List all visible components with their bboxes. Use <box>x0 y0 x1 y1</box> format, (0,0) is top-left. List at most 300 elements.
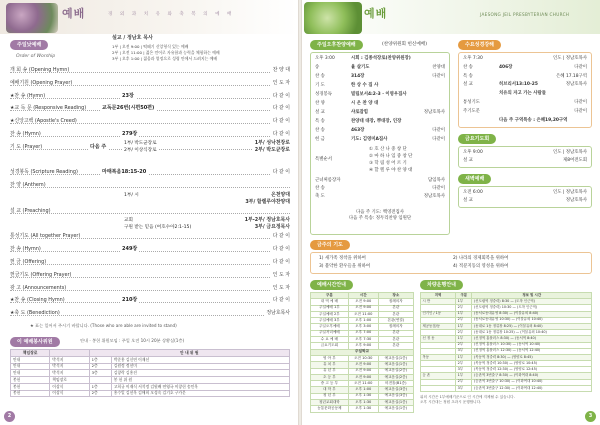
school-cell: 비전홀(B1층) <box>378 381 413 387</box>
duty-cell: 이상식 <box>50 383 89 390</box>
order-subrow <box>10 218 290 225</box>
order-label: 설 교 (Preaching) <box>10 207 51 214</box>
line-main: 시회 : 김종석장로(찬양위원장) <box>351 56 411 61</box>
order-row <box>10 309 290 322</box>
rules-cell: (목동역 정중력 8:30) — (영양로 8:45) <box>472 354 592 360</box>
line-label: 특 송 <box>315 119 325 124</box>
rules-cell: 2부 <box>456 361 472 367</box>
order-item: 마태복음18:15-20 <box>102 169 147 176</box>
prayer-4: 4) 적분지동의 영성을 위하여 <box>453 264 509 269</box>
school-cell: 청년교회대학 <box>311 400 349 406</box>
order-subrow <box>10 200 290 207</box>
school-cell: 중 고 등 부 <box>311 381 349 387</box>
duty-cell: 안내 <box>11 363 50 370</box>
special-item: ① 호 산 나 중 창 단 <box>369 147 407 152</box>
order-label: 개 회 송 (Opening Hymn) <box>10 67 70 73</box>
sched-cell: 금요기도회 <box>311 343 349 349</box>
line-main: 샤로잡힘 <box>351 110 368 115</box>
order-leader: 다 같 이 <box>272 169 290 176</box>
line-right: 정남호목사 <box>565 82 587 88</box>
line-main: 463장 <box>351 128 365 133</box>
sched-head: 시간 <box>348 293 378 299</box>
order-label: 찬 송 (Hymn) <box>10 246 41 253</box>
order-label: 광 고 (Announcements) <box>10 284 67 291</box>
right-page <box>302 0 600 425</box>
rules-cell: 신 정 동 <box>421 336 456 342</box>
line-label: 찬 송 <box>315 74 325 79</box>
rules-note-2: 오후 시간대는 정원 초과시 운행합니다. <box>420 400 482 404</box>
sched-cell: 집례의자 <box>378 299 413 305</box>
school-cell: 오전 11:00 <box>348 381 378 387</box>
rules-cell: 1부 <box>456 354 472 360</box>
duty-cell: 봉 헌 위 원 <box>111 377 289 384</box>
duty-note: 안내 · 봉헌 위원모임 : 주일 오전 10시 20분 상황실(1층) <box>80 338 185 343</box>
line-item <box>315 102 445 107</box>
rules-cell: (동서로동대유영 8:30) — (이블유외 8:40) <box>472 311 592 317</box>
school-row <box>311 406 414 412</box>
line-right: 담임목사 <box>428 178 445 183</box>
order-label: 찬 양 (Anthem) <box>10 182 46 189</box>
school-cell: 에교음실(1층) <box>378 400 413 406</box>
line-label: 축 도 <box>315 194 325 199</box>
line-right: 다같이 <box>574 108 587 114</box>
sched-head: 구분 <box>311 293 349 299</box>
order-leader: 다 같 이 <box>272 92 290 99</box>
rules-head: 지역 <box>421 293 456 299</box>
left-header <box>0 0 298 34</box>
rules-cell: 제공동점/동 <box>421 323 456 329</box>
line-item <box>315 195 445 200</box>
order-dots <box>10 264 290 265</box>
rules-cell: (동대로 1동 정류장 8:25) — (이블유외 8:40) <box>472 323 592 329</box>
sched-cell: 주일예배 2부 <box>311 311 349 317</box>
order-row <box>10 271 290 284</box>
prayer-1: 1) 새가족 정착을 위하여 <box>319 256 366 261</box>
line-item <box>315 179 445 184</box>
order-row <box>10 245 290 258</box>
order-row <box>10 66 290 79</box>
rules-cell: 2부 <box>456 342 472 348</box>
line-label: 설 교 <box>463 198 473 203</box>
rules-row <box>421 385 592 391</box>
school-cell: 영 아 부 <box>311 355 349 361</box>
order-label: 통성기도 (All together Prayer) <box>10 233 81 240</box>
duty-cell: 김창락 김홍진 <box>111 370 289 377</box>
order-item: 210장 <box>122 297 138 304</box>
school-cell: 농통문화공동체 <box>311 406 349 412</box>
rules-cell: 인기인 / 1동 <box>421 311 456 317</box>
school-cell: 오전 10:30 <box>348 355 378 361</box>
duty-cell: 2층 <box>89 390 111 397</box>
order-row <box>10 232 290 245</box>
rules-cell: 시 반 <box>421 299 456 305</box>
next-week-2: 다음 주 특송: 정두리찬양 임원단 <box>348 216 412 221</box>
order-subrow <box>10 148 290 155</box>
sched-cell: 집례의자 <box>378 324 413 330</box>
right-title: 예배 <box>364 7 388 20</box>
sunday-pm-box <box>310 52 450 235</box>
rules-cell: (신도림역 정중력) 8:30 — (도착 인근역) <box>472 299 592 305</box>
subrow-left: 교회 <box>124 218 133 223</box>
order-row <box>10 284 290 297</box>
order-row <box>10 79 290 92</box>
order-row <box>10 117 290 130</box>
duty-cell: 1층 <box>89 356 111 363</box>
rules-cell: (등촌역 3번출구 12:30) — (이화여대 12:40) <box>472 385 592 391</box>
rules-cell: (신정역 홈플러스 8:30) — (동서역 8:40) <box>472 336 592 342</box>
rules-cell: 3부 <box>456 348 472 354</box>
vehicle-table <box>420 292 592 392</box>
fri-label: 금요기도회 <box>458 134 496 144</box>
order-label: ★찬 송 (Closing Hymn) <box>10 297 65 304</box>
order-leader: 다 같 이 <box>272 259 290 265</box>
order-leader: 찬 양 대 <box>272 67 290 73</box>
sched-label: 예배시간안내 <box>310 280 353 290</box>
rules-cell: (동서로동대유영 10:30) — (이블유외 10:40) <box>472 317 592 323</box>
service-2: 2부 | 오전 11:00 | 젊은 언어로 자유함과 능력을 체험하는 예배 <box>112 50 220 55</box>
order-row <box>10 258 290 271</box>
special-block <box>315 146 445 176</box>
rules-cell: (신정역 홈플러스 12:30) — (동서역 12:40) <box>472 348 592 354</box>
line-main: 한 상 수 집 사 <box>351 83 379 88</box>
line-item <box>315 138 445 143</box>
sched-cell: 본관 <box>378 337 413 343</box>
sched-cell: 오전 11:00 <box>348 311 378 317</box>
order-label: ★교 독 문 (Responsive Reading) <box>10 105 87 112</box>
line-right: 인도 | 정남호목사 <box>553 150 587 155</box>
church-name: JAESONG JEIL PRESBYTERIAN CHURCH <box>480 12 570 17</box>
order-label: ★신앙고백 (Apostle's Creed) <box>10 118 77 125</box>
subrow-right: 1부/ 성낙천장로 <box>254 140 290 146</box>
order-label: 예배기원 (Opening Prayer) <box>10 79 73 86</box>
line-label: 설 교 <box>315 110 325 115</box>
order-item: 교독문26번(시편50편) <box>102 105 155 112</box>
special-item: ④ 할 렐 루 야 찬 양 대 <box>369 168 413 173</box>
page-number-right: 3 <box>585 411 596 422</box>
line-label: 헌 금 <box>315 137 325 142</box>
line-item <box>463 159 587 164</box>
line-label: 성경봉독 <box>315 92 332 97</box>
rules-cell: 1부 <box>456 299 472 305</box>
line-label: 특 송 <box>463 73 473 79</box>
order-dots <box>10 98 290 99</box>
sunday-pm-sub: (찬양위원회 헌신예배) <box>382 42 427 47</box>
sched-cell: 주일저녁예배 <box>311 330 349 336</box>
duty-title: 이 예배봉사위원 <box>10 337 60 347</box>
line-label: 설 교 <box>463 158 473 163</box>
rules-cell: 목동 <box>421 354 456 360</box>
sched-cell: 내 역 예 배 <box>311 299 349 305</box>
flower-photo <box>6 3 58 33</box>
special-label: 특별순서 <box>315 157 332 162</box>
duty-cell: 1층 <box>89 383 111 390</box>
order-label: 헌 금 (Offering) <box>10 259 47 265</box>
line-main: 히브리서13:10-25 <box>499 82 538 88</box>
duty-row <box>11 370 290 377</box>
line-main: 치유의 자고 가는 사람들 <box>499 91 547 97</box>
subrow-right: 1부-2부/ 정남호목사 <box>244 217 290 223</box>
duty-row <box>11 390 290 397</box>
school-cell: 초 등 부 <box>311 374 349 380</box>
school-cell: 에교음실(1층) <box>378 355 413 361</box>
school-cell: 오전 9:00 <box>348 362 378 368</box>
school-cell: 오전 9:00 <box>348 368 378 374</box>
leaf-photo <box>304 2 362 34</box>
rules-cell: (목동역 정중력 12:30) — (영양로 12:45) <box>472 367 592 373</box>
line-item <box>315 129 445 134</box>
order-item: 다음 주 <box>90 143 107 150</box>
line-main: 찬양대 대장, 뿌대장, 인장 <box>351 119 402 124</box>
school-cell: 에교음실(3층) <box>378 393 413 399</box>
line-right: 다같이 <box>432 137 445 142</box>
line-right: 인도 | 정남호목사 <box>553 56 587 61</box>
duty-cell: 홍수일 김선옥 김애희 오성숙 김기호 구가문 <box>111 390 289 397</box>
line-right: 다같이 <box>574 100 587 105</box>
school-cell: 오전 9:00 <box>348 374 378 380</box>
line-item <box>315 57 445 62</box>
line-item <box>463 75 587 80</box>
line-item <box>463 101 587 106</box>
service-3: 3부 | 오후 1:00 | 젊음과 열정으로 성령 안에서 드려지는 예배 <box>112 56 218 61</box>
duty-cell: 박석지 <box>50 363 89 370</box>
order-label: ★찬 송 (Hymn) <box>10 92 46 99</box>
preacher: 설교 / 정남호 목사 <box>112 35 153 41</box>
order-row <box>10 296 290 309</box>
line-item <box>463 110 587 115</box>
school-label: 주일학교 <box>311 349 414 355</box>
school-cell: 에교음실(1층) <box>378 362 413 368</box>
rules-label: 차량운행안내 <box>420 280 463 290</box>
line-label: 주기도문 <box>463 108 480 114</box>
order-leader: 다 같 이 <box>272 118 290 125</box>
order-dots <box>10 187 290 188</box>
prayer-2: 2) 나라의 경제회복을 위하여 <box>453 256 509 261</box>
school-cell: 에교음실(2층) <box>378 368 413 374</box>
duty-cell <box>89 377 111 384</box>
wed-label: 수요성경강해 <box>458 40 501 50</box>
subrow-left: 1부/ 박도균장로 <box>124 141 157 146</box>
right-header <box>302 0 600 34</box>
order-leader: 다 같 이 <box>272 297 290 304</box>
sched-cell: 주일예배 3부 <box>311 318 349 324</box>
duty-head: 책임장로 <box>11 350 50 357</box>
dawn-label: 새벽예배 <box>458 174 491 184</box>
duty-cell: 고희규 이재식 서석정 김원배 연영국 이창헌 송인옥 <box>111 383 289 390</box>
order-leader: 정남호목사 <box>266 310 290 317</box>
rules-cell: (동대로 1동 정류장 10:25) — (이블유외 10:40) <box>472 330 592 336</box>
next-week-1: 다음 주 기도: 백영전집사 <box>355 210 405 215</box>
line-label: 찬 송 <box>315 128 325 133</box>
sched-cell: 수 요 예 배 <box>311 337 349 343</box>
order-leader: 다 같 이 <box>272 246 290 253</box>
duty-cell: 안내 <box>11 356 50 363</box>
line-right: 다같이 <box>432 128 445 133</box>
line-label: 오후 3:00 <box>315 56 335 61</box>
order-subrow <box>10 141 290 148</box>
sched-cell: 본관 <box>378 330 413 336</box>
duty-cell: 박준홍 김신연 이재선 <box>111 356 289 363</box>
line-item <box>315 66 445 71</box>
line-right: 다같이 <box>574 64 587 70</box>
duty-row <box>11 377 290 384</box>
line-right: 제8여전도회 <box>562 158 587 163</box>
line-main: 406장 <box>499 64 513 70</box>
duty-cell: 봉헌 <box>11 390 50 397</box>
sched-cell: 본관 <box>378 305 413 311</box>
order-item: 279장 <box>122 131 138 137</box>
service-1: 1부 | 오전 9:00 | 떡떼기 신앙형식 있는 예배 <box>112 44 189 49</box>
order-label: 기 도 (Prayer) <box>10 143 43 150</box>
line-item <box>463 66 587 71</box>
rules-cell: 2부 <box>456 330 472 336</box>
rules-cell: 1부 <box>456 311 472 317</box>
order-dots <box>10 251 290 252</box>
sched-cell: 오후 7:00 <box>348 330 378 336</box>
duty-cell: 김원정 정선미 <box>111 363 289 370</box>
rules-cell: 3부 <box>456 385 472 391</box>
line-item <box>315 84 445 89</box>
line-right: 정남호목사 <box>423 110 445 115</box>
special-item: ② 마 하 나 임 중 창 단 <box>369 154 413 159</box>
line-main: 다음 주 구역특송 : 은혜19,20구역 <box>499 117 568 123</box>
duty-cell: 이상식 <box>50 390 89 397</box>
duty-cell: 봉헌 <box>11 383 50 390</box>
line-label: 근녀찌롬장자 <box>315 178 341 183</box>
left-page <box>0 0 298 425</box>
sched-cell: 오후 3:00 <box>348 324 378 330</box>
sched-head: 장소 <box>378 293 413 299</box>
rules-cell: 2부 <box>456 379 472 385</box>
line-item <box>315 111 445 116</box>
order-dots <box>10 136 290 137</box>
duty-cell: 안내 <box>11 370 50 377</box>
duty-row <box>11 356 290 363</box>
duty-cell: 3층 <box>89 370 111 377</box>
prayer-3: 3) 불약한 환우들을 위하여 <box>319 264 371 269</box>
line-item <box>463 151 587 156</box>
line-label: 찬 송 <box>315 186 325 191</box>
rules-cell: (등촌역 3번출구 8:30) — (이화여대 8:40) <box>472 373 592 379</box>
subrow-right: 온천양대 <box>271 192 290 198</box>
rules-cell <box>421 385 456 391</box>
subrow-right: 3부/ 할렐루야찬양대 <box>245 199 290 205</box>
duty-cell: 박석지 <box>50 356 89 363</box>
rules-note: 위의 시간은 1부예배기준으로 인 시간에 지체될 수 있습니다. <box>420 395 515 399</box>
duty-head-row <box>11 350 290 357</box>
order-label: ★축 도 (Benediction) <box>10 310 60 317</box>
duty-cell: 책임장로 <box>50 377 89 384</box>
order-leader: 인 도 자 <box>272 271 290 278</box>
line-label: 오전 6:00 <box>463 190 483 195</box>
line-item <box>315 93 445 98</box>
sched-cell: 오전 9:00 <box>348 305 378 311</box>
left-subtitle: 경 외 과 치 유 와 축 복 의 예 배 <box>108 12 235 17</box>
rules-cell: (목동역 정중력 10:30) — (영양로 10:45) <box>472 361 592 367</box>
school-cell: 에교음실(1층) <box>378 406 413 412</box>
stand-note: ★ 표는 일어서 주시기 바랍니다. (Those who are able are invited to stand) <box>30 323 177 328</box>
prayer-box <box>310 252 592 274</box>
line-label: 기 도 <box>315 83 325 88</box>
duty-head <box>50 350 89 357</box>
subrow-right: 2부/ 박도균장로 <box>254 147 290 153</box>
school-cell: 에교음실(2층) <box>378 374 413 380</box>
wed-box <box>458 52 592 128</box>
order-row <box>10 92 290 105</box>
line-main: 314장 <box>351 74 365 79</box>
order-row <box>10 168 290 181</box>
order-leader: 인 도 자 <box>272 284 290 291</box>
sched-cell: 본관 <box>378 311 413 317</box>
duty-row <box>11 363 290 370</box>
rules-cell: 3부 <box>456 367 472 373</box>
order-item: 23장 <box>122 92 134 99</box>
line-right: 다같이 <box>432 74 445 79</box>
sched-cell: 오전 9:00 <box>348 299 378 305</box>
line-right: 찬양대 <box>432 65 445 70</box>
duty-head: 안 내 위 원 <box>89 350 289 357</box>
sunday-pm-label: 주일오후찬양예배 <box>310 40 363 50</box>
line-right: 인도 | 정남호목사 <box>553 190 587 195</box>
rules-cell: (신정역 홈플러스 10:30) — (동서역 10:40) <box>472 342 592 348</box>
order-label: 헌금기도 (Offering Prayer) <box>10 271 72 278</box>
sched-cell: 주일오후예배 <box>311 324 349 330</box>
line-label: 송 <box>315 65 320 70</box>
line-right: 다같이 <box>432 186 445 191</box>
line-item <box>315 120 445 125</box>
line-main: 율 살기도 <box>351 65 370 70</box>
order-row <box>10 104 290 117</box>
duty-cell: 박석지 <box>50 370 89 377</box>
rules-cell: (등촌역 3번출구 10:30) — (이화여대 10:40) <box>472 379 592 385</box>
rules-cell: 2부 <box>456 305 472 311</box>
sched-cell: 오후 9:00 <box>348 343 378 349</box>
line-label: 설 교 <box>463 82 473 88</box>
sched-cell: 본관 <box>378 343 413 349</box>
order-leader: 인 도 자 <box>272 79 290 86</box>
school-cell: 오후 1:00 <box>348 387 378 393</box>
order-item: 249장 <box>122 246 138 253</box>
line-right: 정남호목사 <box>565 198 587 203</box>
sched-cell: 본관(연결) <box>378 318 413 324</box>
sched-cell: 오후 1:00 <box>348 318 378 324</box>
line-label: 오후 7:30 <box>463 56 483 61</box>
school-cell: 청 년 부 <box>311 393 349 399</box>
sched-cell: 오후 7:30 <box>348 337 378 343</box>
line-item <box>463 83 587 88</box>
order-leader: 다 같 이 <box>272 131 290 137</box>
duty-row <box>11 383 290 390</box>
left-title: 예배 <box>62 7 86 20</box>
line-item <box>463 191 587 196</box>
rules-head: 구분 <box>456 293 472 299</box>
school-cell: 대 학 부 <box>311 387 349 393</box>
school-cell: 오후 1:30 <box>348 400 378 406</box>
page-number-left: 2 <box>4 411 15 422</box>
school-cell: 유 치 부 <box>311 362 349 368</box>
order-dots <box>10 213 290 214</box>
order-subrow <box>10 225 290 232</box>
sunday-worship-label: 주일낮예배 <box>10 40 48 50</box>
duty-cell: 봉헌 <box>11 377 50 384</box>
line-main: 기도: 김영미A집사 <box>351 137 388 142</box>
line-label: 찬 양 <box>315 101 325 106</box>
line-item <box>463 57 587 62</box>
special-item: ③ 학 림 성 어 르 기 <box>369 161 407 166</box>
rules-cell: 2부 <box>456 317 472 323</box>
order-en: Order of Worship <box>16 54 56 59</box>
rules-cell: 1부 <box>456 336 472 342</box>
fri-box <box>458 146 592 168</box>
